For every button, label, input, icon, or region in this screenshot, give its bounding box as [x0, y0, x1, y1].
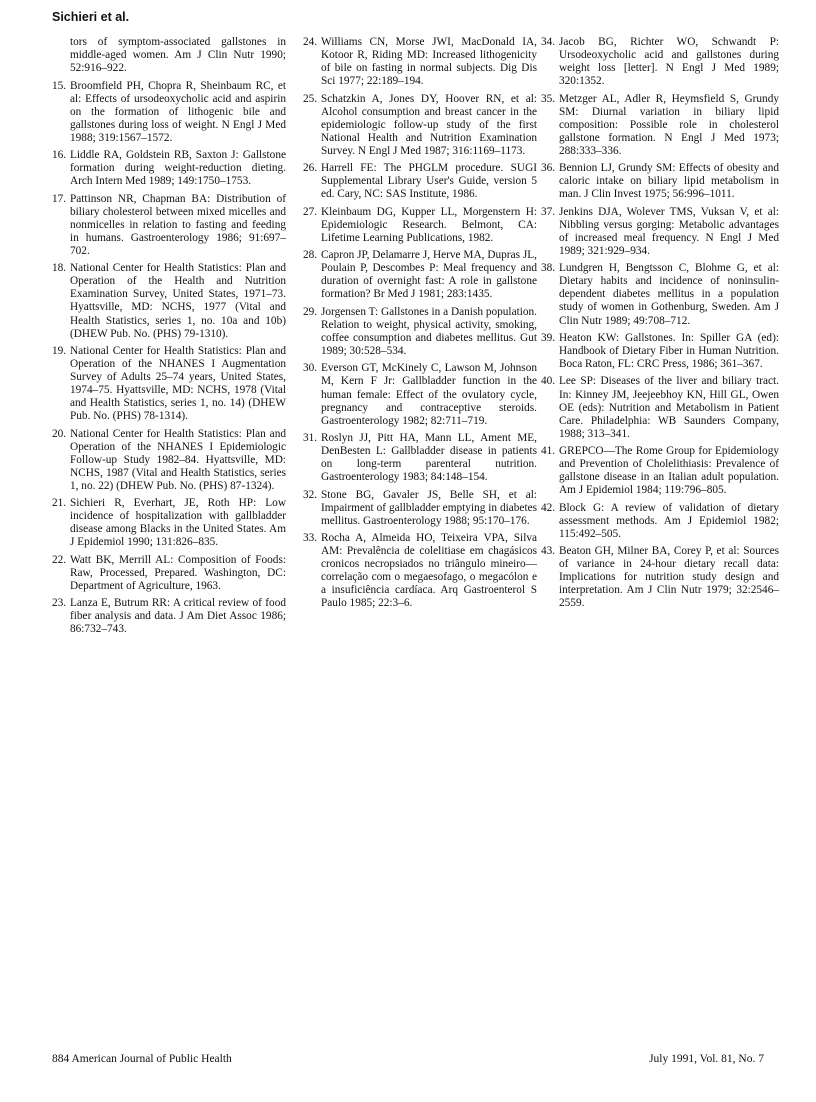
- reference-item: [303, 36, 537, 88]
- reference-number: 29.: [303, 305, 318, 318]
- reference-item: [52, 497, 286, 549]
- running-head: Sichieri et al.: [52, 10, 130, 24]
- reference-item: [52, 428, 286, 493]
- reference-item: [303, 489, 537, 528]
- reference-number: 38.: [541, 262, 556, 275]
- reference-item: [52, 80, 286, 145]
- reference-text: Lee SP: Diseases of the liver and biliary tract. In: Kinney JM, Jeejeebhoy KN, Hill GL, Owen OE (eds): Nutrition and Metabolism in Patient Care. Philadelphia: WB Saunders Company, 1988; 313–341.: [559, 375, 779, 440]
- reference-number: 35.: [541, 92, 556, 105]
- reference-number: 36.: [541, 162, 556, 175]
- reference-item: [541, 206, 779, 258]
- reference-item: [52, 193, 286, 258]
- reference-item: [52, 554, 286, 593]
- reference-text: Everson GT, McKinely C, Lawson M, Johnson M, Kern F Jr: Gallbladder function in the human female: Effect of the ovulatory cycle, pregnancy and contraceptive steroids. Gastroenterology 1982; 82:711–719.: [321, 362, 537, 427]
- reference-column-3: [541, 36, 779, 615]
- reference-number: 42.: [541, 501, 556, 514]
- reference-item: [303, 306, 537, 358]
- reference-number: 39.: [541, 331, 556, 344]
- reference-number: 28.: [303, 249, 318, 262]
- reference-text: Block G: A review of validation of dietary assessment methods. Am J Epidemiol 1982; 115:492–505.: [559, 501, 779, 540]
- reference-text: Liddle RA, Goldstein RB, Saxton J: Gallstone formation during weight-reduction dieting. Arch Intern Med 1989; 149:1750–1753.: [70, 149, 286, 188]
- reference-text: National Center for Health Statistics: Plan and Operation of the Health and Nutrition Examination Survey, United States, 1971–73. Hyattsville, MD: NCHS, 1977 (Vital and Health Statistics, series 1, no. 10a and 10b) (DHEW Pub. No. (PHS) 79-1310).: [70, 262, 286, 340]
- reference-text: Sichieri R, Everhart, JE, Roth HP: Low incidence of hospitalization with gallbladder disease among Blacks in the United States. Am J Epidemiol 1990; 131:826–835.: [70, 497, 286, 549]
- reference-item: [541, 332, 779, 371]
- reference-text: Rocha A, Almeida HO, Teixeira VPA, Silva AM: Prevalência de colelitiase em chagásicos cronicos necropsiados no triângulo mineiro—correlação com o megaesofago, o megacólon e a insuficiência cardíaca. Arq Gastroenterol S Paulo 1985; 22:3–6.: [321, 532, 537, 610]
- reference-text: Heaton KW: Gallstones. In: Spiller GA (ed): Handbook of Dietary Fiber in Human Nutrition. Boca Raton, FL: CRC Press, 1986; 361–367.: [559, 331, 779, 371]
- reference-text: Lanza E, Butrum RR: A critical review of food fiber analysis and data. J Am Diet Assoc 1986; 86:732–743.: [70, 597, 286, 636]
- reference-item: [541, 36, 779, 88]
- reference-column-1: [52, 36, 286, 641]
- reference-number: 37.: [541, 205, 556, 218]
- reference-text: National Center for Health Statistics: Plan and Operation of the NHANES I Augmentation Survey of Adults 25–74 years, United States, 1974–75. Hyattsville, MD: NCHS, 1978 (Vital and Health Statistics, series 1, no. 14) (DHEW Pub. No. (PHS) 78-1314).: [70, 344, 286, 423]
- reference-column-2: [303, 36, 537, 615]
- reference-number: 27.: [303, 205, 318, 218]
- reference-item: [52, 36, 286, 75]
- reference-number: 23.: [52, 597, 67, 610]
- reference-item: [541, 545, 779, 610]
- reference-text: Bennion LJ, Grundy SM: Effects of obesity and caloric intake on biliary lipid metabolism in man. J Clin Invest 1975; 56:996–1011.: [559, 162, 779, 201]
- reference-text: Williams CN, Morse JWI, MacDonald IA, Kotoor R, Riding MD: Increased lithogenicity of bile on fasting in normal subjects. Dig Dis Sci 1977; 22:189–194.: [321, 36, 537, 88]
- reference-item: [541, 375, 779, 440]
- reference-item: [541, 262, 779, 327]
- reference-number: 21.: [52, 497, 67, 510]
- reference-number: 18.: [52, 262, 67, 275]
- reference-item: [52, 597, 286, 636]
- reference-text: Schatzkin A, Jones DY, Hoover RN, et al: Alcohol consumption and breast cancer in the epidemiologic follow-up study of the first National Health and Nutrition Examination Survey. N Engl J Med 1987; 316:1169–1173.: [321, 92, 537, 157]
- reference-text: Harrell FE: The PHGLM procedure. SUGI Supplemental Library User's Guide, version 5 ed. Cary, NC: SAS Institute, 1986.: [321, 162, 537, 201]
- reference-item: [52, 149, 286, 188]
- reference-number: 33.: [303, 532, 318, 545]
- reference-number: 26.: [303, 162, 318, 175]
- reference-text: Lundgren H, Bengtsson C, Blohme G, et al: Dietary habits and incidence of noninsulin-dependent diabetes mellitus in a population study of women in Gothenburg, Sweden. Am J Clin Nutr 1989; 49:708–712.: [559, 262, 779, 327]
- reference-text: Jenkins DJA, Wolever TMS, Vuksan V, et al: Nibbling versus gorging: Metabolic advantages of increased meal frequency. N Engl J Med 1989; 321:929–934.: [559, 205, 779, 257]
- reference-text: tors of symptom-associated gallstones in middle-aged women. Am J Clin Nutr 1990; 52:916–922.: [70, 36, 286, 75]
- footer-issue: July 1991, Vol. 81, No. 7: [649, 1053, 764, 1065]
- reference-item: [303, 206, 537, 245]
- reference-number: 25.: [303, 92, 318, 105]
- footer-journal: 884 American Journal of Public Health: [52, 1053, 232, 1065]
- reference-number: 40.: [541, 375, 556, 388]
- reference-number: 19.: [52, 344, 67, 357]
- reference-text: Broomfield PH, Chopra R, Sheinbaum RC, et al: Effects of ursodeoxycholic acid and aspirin on the formation of lithogenic bile and gallstones during loss of weight. N Engl J Med 1988; 319:1567–1572.: [70, 79, 286, 144]
- reference-number: 30.: [303, 362, 318, 375]
- reference-number: 17.: [52, 192, 67, 205]
- reference-item: [303, 162, 537, 201]
- reference-text: Roslyn JJ, Pitt HA, Mann LL, Ament ME, DenBesten L: Gallbladder disease in patients on long-term parenteral nutrition. Gastroenterology 1983; 84:148–154.: [321, 432, 537, 484]
- reference-number: 34.: [541, 36, 556, 48]
- reference-text: Beaton GH, Milner BA, Corey P, et al: Sources of variance in 24-hour dietary recall data: Implications for nutrition study design and interpretation. Am J Clin Nutr 1979; 32:2546–2559.: [559, 545, 779, 610]
- reference-number: 16.: [52, 149, 67, 162]
- reference-item: [541, 162, 779, 201]
- reference-number: 15.: [52, 79, 67, 92]
- reference-item: [303, 432, 537, 484]
- reference-item: [52, 345, 286, 423]
- reference-text: Jacob BG, Richter WO, Schwandt P: Ursodeoxycholic acid and gallstones during weight loss [letter]. N Engl J Med 1989; 320:1352.: [559, 36, 779, 88]
- reference-item: [303, 532, 537, 610]
- reference-number: 24.: [303, 36, 318, 48]
- reference-number: 41.: [541, 445, 556, 458]
- reference-text: Jorgensen T: Gallstones in a Danish population. Relation to weight, physical activity, smoking, coffee consumption and diabetes mellitus. Gut 1989; 30:528–534.: [321, 305, 537, 357]
- reference-text: Stone BG, Gavaler JS, Belle SH, et al: Impairment of gallbladder emptying in diabetes mellitus. Gastroenterology 1988; 95:170–176.: [321, 488, 537, 527]
- reference-text: National Center for Health Statistics: Plan and Operation of the NHANES I Epidemiologic Follow-up Study 1982–84. Hyattsville, MD: NCHS, 1987 (Vital and Health Statistics, series 1, no. 22) (DHEW Pub. No. (PHS) 87-1324).: [70, 427, 286, 492]
- reference-item: [541, 93, 779, 158]
- reference-text: GREPCO—The Rome Group for Epidemiology and Prevention of Cholelithiasis: Prevalence of gallstone disease in an Italian adult population. Am J Epidemiol 1984; 119:796–805.: [559, 445, 779, 497]
- reference-item: [303, 93, 537, 158]
- reference-item: [541, 502, 779, 541]
- reference-text: Pattinson NR, Chapman BA: Distribution of biliary cholesterol between mixed micelles and nonmicelles in relation to fasting and feeding in humans. Gastroenterology 1986; 91:697–702.: [70, 192, 286, 257]
- reference-item: [303, 362, 537, 427]
- reference-item: [541, 445, 779, 497]
- reference-text: Watt BK, Merrill AL: Composition of Foods: Raw, Processed, Prepared. Washington, DC: Department of Agriculture, 1963.: [70, 553, 286, 592]
- reference-text: Kleinbaum DG, Kupper LL, Morgenstern H: Epidemiologic Research. Belmont, CA: Lifetime Learning Publications, 1982.: [321, 205, 537, 244]
- reference-number: 20.: [52, 427, 67, 440]
- reference-number: 43.: [541, 545, 556, 558]
- reference-item: [52, 262, 286, 340]
- reference-text: Metzger AL, Adler R, Heymsfield S, Grundy SM: Diurnal variation in biliary lipid composition: Possible role in cholesterol gallstone formation. N Engl J Med 1973; 288:333–336.: [559, 92, 779, 157]
- reference-item: [303, 249, 537, 301]
- reference-number: 32.: [303, 488, 318, 501]
- reference-text: Capron JP, Delamarre J, Herve MA, Dupras JL, Poulain P, Descombes P: Meal frequency and duration of overnight fast: A role in gallstone formation? Br Med J 1981; 283:1435.: [321, 249, 537, 301]
- reference-number: 31.: [303, 432, 318, 445]
- reference-number: 22.: [52, 553, 67, 566]
